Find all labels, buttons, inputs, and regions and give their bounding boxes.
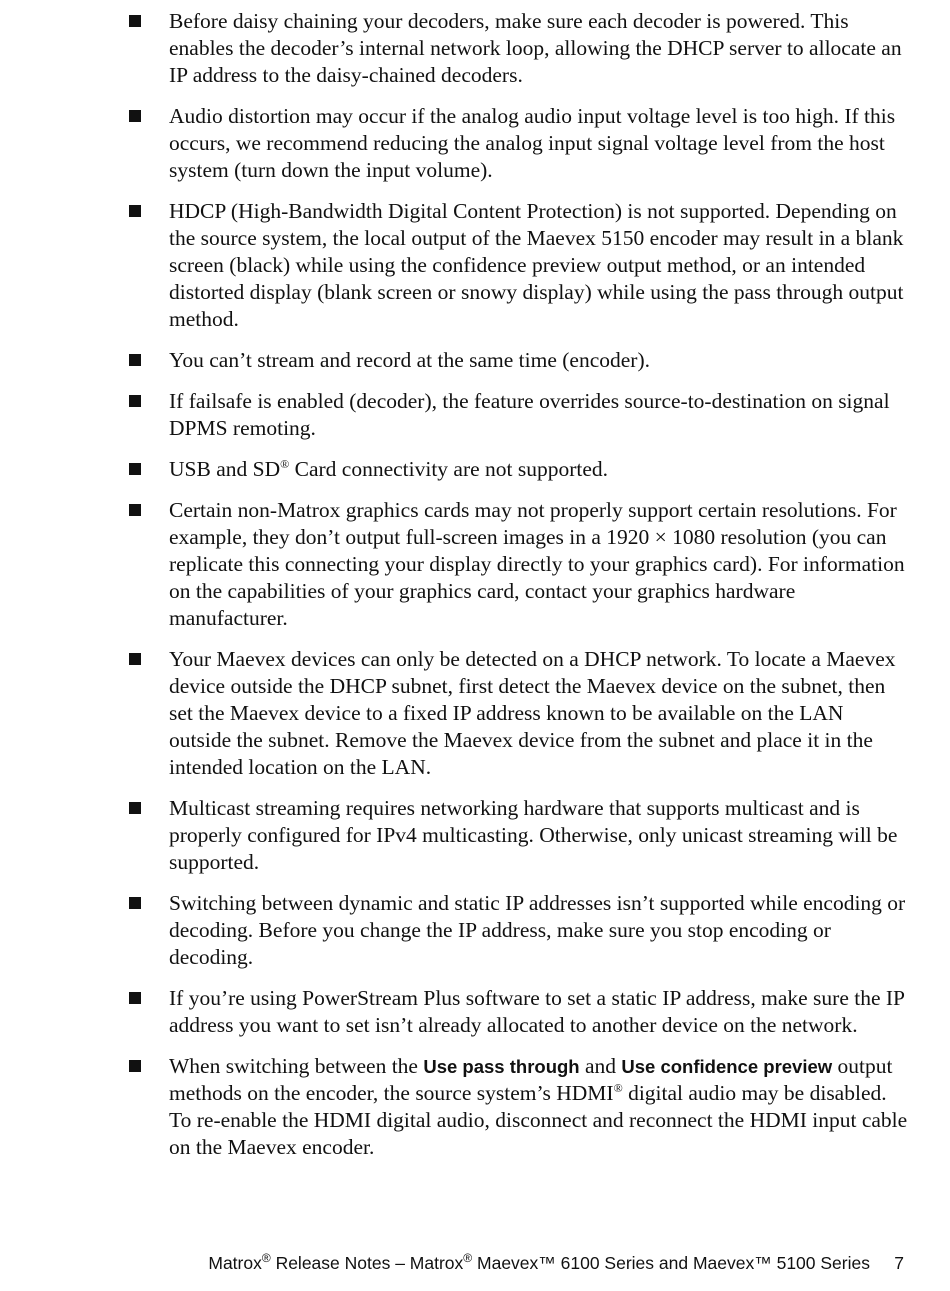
list-item-text: If failsafe is enabled (decoder), the feature overrides source-to-destination on signal DPMS remoting. <box>169 389 890 440</box>
list-item-text: Certain non-Matrox graphics cards may not properly support certain resolutions. For example, they don’t output full-screen images in a 1920 × 1080 resolution (you can replicate this connecting your display directly to your graphics card). For information on the capabilities of your graphics card, contact your graphics hardware manufacturer. <box>169 498 905 630</box>
square-bullet-icon <box>129 897 141 909</box>
text-segment: output methods on the encoder, the source system’s HDMI <box>169 1054 893 1105</box>
ui-term-confidence-preview: Use confidence preview <box>621 1056 833 1077</box>
list-item-text: You can’t stream and record at the same time (encoder). <box>169 348 650 372</box>
list-item <box>0 388 950 442</box>
footer-title <box>208 1253 870 1274</box>
list-item-text: HDCP (High-Bandwidth Digital Content Protection) is not supported. Depending on the source system, the local output of the Maevex 5150 encoder may result in a blank screen (black) while using the confidence preview output method, or an intended distorted display (blank screen or snowy display) while using the pass through output method. <box>169 199 904 331</box>
list-item <box>0 198 950 333</box>
page-number: 7 <box>894 1253 904 1273</box>
text-segment: When switching between the <box>169 1054 424 1078</box>
text-segment: USB and SD <box>169 457 281 481</box>
square-bullet-icon <box>129 110 141 122</box>
release-notes-list <box>0 8 950 1175</box>
list-item-text: If you’re using PowerStream Plus software to set a static IP address, make sure the IP address you want to set isn’t already allocated to another device on the network. <box>169 986 905 1037</box>
footer-text: Maevex™ 6100 Series and Maevex™ 5100 Series <box>472 1253 870 1273</box>
registered-mark: ® <box>613 1080 623 1095</box>
square-bullet-icon <box>129 802 141 814</box>
square-bullet-icon <box>129 504 141 516</box>
list-item <box>0 456 950 483</box>
list-item-text <box>169 456 909 483</box>
list-item <box>0 985 950 1039</box>
list-item-text: Multicast streaming requires networking hardware that supports multicast and is properly configured for IPv4 multicasting. Otherwise, only unicast streaming will be supported. <box>169 796 898 874</box>
text-segment: Card connectivity are not supported. <box>289 457 609 481</box>
square-bullet-icon <box>129 653 141 665</box>
ui-term-pass-through: Use pass through <box>423 1056 580 1077</box>
list-item-text: Audio distortion may occur if the analog audio input voltage level is too high. If this occurs, we recommend reducing the analog input signal voltage level from the host system (turn down the input volume). <box>169 104 896 182</box>
list-item <box>0 103 950 184</box>
square-bullet-icon <box>129 15 141 27</box>
square-bullet-icon <box>129 1060 141 1072</box>
list-item-text: Your Maevex devices can only be detected on a DHCP network. To locate a Maevex device outside the DHCP subnet, first detect the Maevex device on the subnet, then set the Maevex device to a fixed IP address known to be available on the LAN outside the subnet. Remove the Maevex device from the subnet and place it in the intended location on the LAN. <box>169 647 896 779</box>
list-item <box>0 497 950 632</box>
list-item <box>0 646 950 781</box>
list-item <box>0 8 950 89</box>
square-bullet-icon <box>129 354 141 366</box>
text-segment: and <box>579 1054 622 1078</box>
registered-mark: ® <box>280 456 290 471</box>
square-bullet-icon <box>129 992 141 1004</box>
list-item-text <box>169 1053 909 1161</box>
square-bullet-icon <box>129 205 141 217</box>
square-bullet-icon <box>129 395 141 407</box>
list-item <box>0 890 950 971</box>
text-segment: digital audio may be disabled. To re-enable the HDMI digital audio, disconnect and reconnect the HDMI input cable on the Maevex encoder. <box>169 1081 908 1159</box>
square-bullet-icon <box>129 463 141 475</box>
list-item <box>0 1053 950 1161</box>
list-item <box>0 795 950 876</box>
list-item-text: Before daisy chaining your decoders, make sure each decoder is powered. This enables the decoder’s internal network loop, allowing the DHCP server to allocate an IP address to the daisy-chained decoders. <box>169 9 902 87</box>
footer-text: Matrox <box>208 1253 262 1273</box>
registered-mark: ® <box>261 1251 271 1266</box>
footer-text: Release Notes – Matrox <box>270 1253 464 1273</box>
list-item-text: Switching between dynamic and static IP addresses isn’t supported while encoding or decoding. Before you change the IP address, make sure you stop encoding or decoding. <box>169 891 906 969</box>
list-item <box>0 347 950 374</box>
registered-mark: ® <box>463 1251 473 1266</box>
